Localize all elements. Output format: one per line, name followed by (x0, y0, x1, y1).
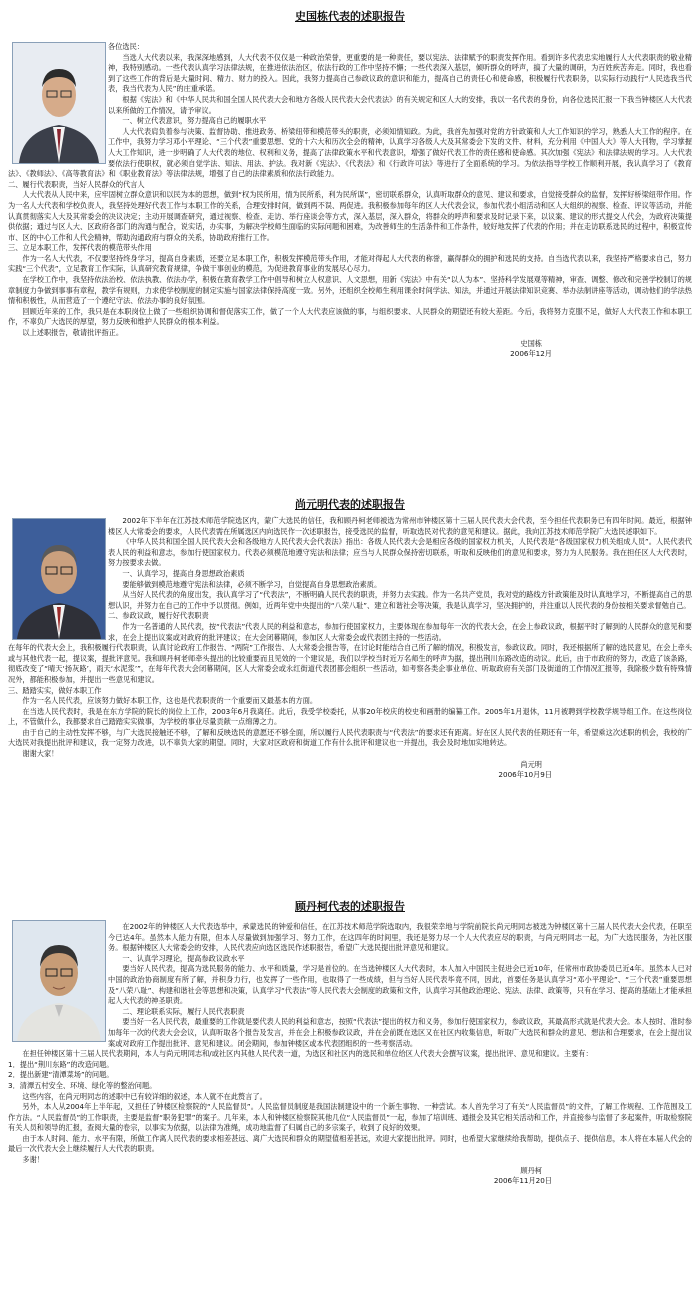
paragraph: 要当好人民代表，提高为选民服务的能力、水平和质量，学习是首位的。在当选钟楼区人大代表时，本人加入中国民主促进会已近10年，任常州市政协委员已近4年。虽然本人已对中国的政治协商制度有所了解，并积身力行，也发挥了一些作用，也取得了一些成绩，但与当好人民代表毕竟不同，因此，首要任务是认真学习“邓小平理论”、“三个代表”重要思想及“八荣八耻”、构建和谐社会等思想和决策，认真学习“代表法”等人民代表大会制度的政策和文件，认真学习其他政治理论、宪法、法律、政策等，只有在学习、提高的基础上才能承担起人大代表的神圣职责。 (108, 964, 692, 1006)
paragraph: 由于本人时间、能力、水平有限，所做工作离人民代表的要求相差甚远、离广大选民和群众的期望值相差甚远，欢迎大家提出批评。同时，也希望大家继续给我帮助，提供点子、提供信息，本人将在本届人代会的最后一次代表大会上继续履行人大代表的职责。 (8, 1133, 692, 1154)
paragraph: 作为一名人民代表，应该努力做好本职工作，这也是代表职责的一个重要而又最基本的方面。 (22, 696, 318, 706)
paragraph: 由于自己的主动性发挥不够，与广大选民接触还不够，了解和反映选民的意愿还不够全面，所以履行人民代表职责与“代表法”的要求还有距离。好在区人民代表的任期还有一年，希望乘这次述职的机会，我校的广大选民对我提出批评和建议，我一定努力改进，以不辜负大家的期望。同时，大家对区政府和街道工作有什么批评和建议也一并提出，我会及时地加实地转达。 (8, 727, 692, 748)
paragraph: 要当好一名人民代表，最重要的工作就是要代表人民的利益和意志，按照“代表法”提出的权力和义务，参加行使国家权力，参政议政，其最高形式就是代表大会。本人按时、准时参加每年一次的代表大会会议，认真听取各个报告及发言，并在会上积极参政议政，并在会前既在选区又在社区内收集信息，听取广大选民和群众的意见、想法和合理要求，在会上提出议案或对政府工作提出批评、意见和建议。闭会期间，参加钟楼区或本代表团组织的一些考察活动。 (108, 1017, 692, 1048)
photo-spacer (8, 516, 108, 634)
paragraph: 2002年下半年在江苏技术师范学院选区内，蒙广大选民的信任，我和顾丹柯老师被选为常州市钟楼区第十三届人民代表大会代表，至今担任代表职务已有四年时间。最近，根据钟楼区人大常委会的要求，人民代表需在所属选区内向选民作一次述职报告，接受选民的监督，听取选民对代表的意见和建议。据此，我向江苏技术师范学院广大选民述职如下。 (108, 516, 692, 536)
paragraph: 在学校工作中，我坚持依法治校、依法执教、依法办学，积极在教育教学工作中倡导和树立人权意识、人文思想，用新《宪法》中有关“以人为本”、坚持科学发展观等精神，审查、调整、修改和完善学校制订的规章制度力争做到事事有章程，教学有规则，力求使学校制度的制定实施与国家法律保持高度一致。另外，还组织全校师生利用课余时间学法、知法，并通过开展法律知识竞赛、举办法制讲座等活动，调动他们的学法热情和积极性，从而营造了一个遵纪守法、依法办事的良好氛围。 (8, 275, 692, 306)
date: 2006年10月9日 (498, 770, 552, 780)
paragraph: 人大代表肩负着参与决策、监督协助、推进政务、桥梁纽带和模范带头的职责，必须知情知政。为此，我首先加强对党的方针政策和人大工作知识的学习，熟悉人大工作的程序。在工作中，我努力学习邓小平理论、“三个代表”重要思想、党的十六大和历次全会的精神，认真学习各级人大及其常委会下发的文件、材料，充分利用《中国人大》等人大刊物，学习掌握人大工作知识，进一步明确了人大代表的地位、权利和义务，提高了法律政策水平和代表意识，增强了做好代表工作的责任感和使命感。其次加强《宪法》和法律法规的学习。人大代表要依法行使职权，就必须自觉学法、知法、用法、护法。我对新《宪法》、《代表法》和《行政许可法》等进行了全面系统的学习。为依法指导学校工作顺利开展，我认真学习了《教育法》、《教师法》、《高等教育法》和《职业教育法》等法律法规，增强了自己的法律素质和依法行政能力。 (8, 126, 692, 179)
section-heading: 二、履行代表职责，当好人民群众的代言人 (8, 179, 145, 189)
paragraph: 在当选人民代表时，我是在东方学院的院长的岗位上工作，2003年6月我离任。此后，我受学校委托，从事20年校庆的校史和画册的编纂工作。2005年1月退休，11月被聘到学校教学规导组工作。在这些岗位上，不管做什么，我都要求自己踏踏实实做事，为学校的事业尽量贡献一点绵薄之力。 (8, 706, 692, 727)
paragraph: 要能够做到模范地遵守宪法和法律，必须不断学习，自觉提高自身思想政治素质。 (122, 579, 382, 589)
section-heading: 三、踏踏实实，做好本职工作 (8, 685, 102, 695)
report-body-1 (8, 42, 692, 446)
section-heading: 一、树立代表意识，努力提高自己的履职水平 (122, 116, 267, 126)
date: 2006年12月 (510, 349, 552, 359)
signature: 尚元明 (520, 759, 542, 769)
paragraph: 谢谢大家！ (22, 749, 59, 759)
paragraph: 从当好人民代表的角度出发，我认真学习了“代表法”，不断明确人民代表的职责，并努力去实践。作为一名共产党员，我对党的路线方针政策能及时认真地学习，不断提高自己的思想认识，并努力在自己的工作中予以贯彻。例如，近两年党中央提出的“八荣八耻”、建立和谐社会等决策，我是认真学习，坚决拥护的，并注重以人民代表的身份按相关要求督勉自己。 (108, 590, 692, 610)
report-title-3: 顾丹柯代表的述职报告 (295, 900, 405, 913)
paragraph: 当选人大代表以来，我深深地感到，人大代表不仅仅是一种政治荣誉，更重要的是一种责任，要以宪法、法律赋予的职责发挥作用。看到许多代表忠实地履行人大代表职责的敬业精神，我特别感动。一些代表认真学习法律法规，在推进依法治区，依法行政的工作中坚持不懈；一些代表深入基层，倾听群众的呼声，搞了大量的调研，为百姓疾苦奔走。同时，我也看到了这些工作的背后是大量时间、精力、财力的投入。因此，我努力提高自己参政议政的意识和能力，提高自己的责任心和使命感，积极履行代表职务，以实际行动践行“人民选我当代表，我当代表为人民”的庄重承诺。 (108, 52, 692, 94)
section-heading: 一、认真学习理论，提高参政议政水平 (122, 953, 245, 963)
section-heading: 一、认真学习，提高自身思想政治素质 (122, 568, 245, 578)
photo-spacer (8, 922, 108, 1040)
paragraph: 这些内容，在尚元明同志的述职中已有较详细的叙述，本人就不在此赘言了。 (22, 1091, 267, 1101)
date: 2006年11月20日 (493, 1176, 552, 1186)
paragraph: 人大代表从人民中来，应牢固树立群众意识和以民为本的思想，做到“权为民所用，情为民所系，利为民所谋”，密切联系群众，认真听取群众的意见、建议和要求，自觉接受群众的监督，发挥好桥梁纽带作用。作为一名人大代表和学校负责人，我坚持处理好代表工作与本职工作的关系，合理安排时间，做到两不误、两促进。我积极参加每年的区人大代表会议，参加代表小组活动和区人大组织的视察、检查、评议等活动，并能认真贯彻落实人大及其常委会的决议决定；主动开展调查研究，通过视察、检查、走访、举行座谈会等方式，深入基层，深入群众，将群众的呼声和要求及时记录下来，以议案、建议的形式提交人代会，为政府决策提供依据；通过与区人大、区政府各部门的沟通与配合，说实话，办实事，为解决学校师生面临的实际问题和困难，为改善师生的生活条件和工作条件，较好地发挥了代表的作用；并在走访联系选民的过程中，积极宣传市、区的中心工作和人代会精神，帮助沟通政府与群众的关系，协助政府推行工作。 (8, 190, 692, 242)
paragraph: 多谢！ (22, 1155, 44, 1165)
list-item: 1．提出“荆川东路”的改造问题。 (8, 1059, 114, 1069)
signature: 顾丹柯 (520, 1165, 542, 1175)
paragraph: 另外，本人从2004年上半年起，又担任了钟楼区检察院的“人民监督员”。人民监督员制度是我国法制建设中的一个新生事物、一种尝试。本人首先学习了有关“人民监督员”的文件，了解工作规程、工作范围及工作方法。“人民监督员”的工作职责，主要是监督“职务犯罪”的案子。几年来，本人和钟楼区检察院其他几位“人民监督员”一起，参加了培训班、通报会及其它相关活动和工作，并直接参与监督了多起案件，听取检察院有关人员和领导的汇报，查阅大量的卷宗，以事实为依据，以法律为准绳，成功地监督了归属自己的多宗案子，收到了良好的效果。 (8, 1102, 692, 1133)
paragraph: 在担任钟楼区第十三届人民代表期间，本人与尚元明同志和/或社区内其他人民代表一道，为选区和社区内的选民和单位给区人代表大会撰写议案，提出批评、意见和建议。主要有： (22, 1049, 593, 1059)
paragraph: 作为一名普通的人民代表，按“代表法”代表人民的利益和意志，参加行使国家权力，主要体现在参加每年一次的代表大会，在会上参政议政，根据平时了解到的人民群众的意见和要求，在会上提出议案或对政府的批评建议；在大会闭幕期间，参加区人大常委会或代表团主持的一些活动。 (108, 621, 692, 642)
report-body-3 (8, 922, 692, 1307)
paragraph: 回顾近年来的工作，我只是在本职岗位上做了一些组织协调和督促落实工作，做了一个人大代表应该做的事，与组织要求、人民群众的期望还有较大差距。今后，我将努力克服不足，做好人大代表工作和本职工作，不辜负广大选民的厚望，努力反映和维护人民群众的根本利益。 (8, 306, 692, 327)
paragraph: 以上述职报告，敬请批评指正。 (22, 328, 124, 338)
section-heading: 三、立足本职工作，发挥代表的模范带头作用 (8, 243, 152, 253)
list-item: 3．清潭五村安全、环境、绿化等的整治问题。 (8, 1080, 157, 1090)
paragraph: 在每年的代表大会上，我积极履行代表职责，认真讨论政府工作报告、“两院”工作报告、人大常委会报告等，在讨论时能结合自己所了解的情况，积极发言，参政议政。同时，我还根据所了解的选民意见，在会上牵头或与其他代表一起，提议案，提批评意见。我和顾丹柯老师牵头提出的比较重要而且见效的一个建议是，我们以学校当时近万名师生的呼声为据，提出荆川东路改造的动议。此后，由于市政府的努力，改造了该条路，彻底改变了“晴天‘扬灰路’，雨天‘水泥浆’”，在每年代表大会闭幕期间，区人大常委会或永红街道代表团都会组织一些活动，如考察各类企事业单位、听取政府有关部门及街道的工作情况汇报等，我除极少数有特殊情况外，都能积极参加，并提出一些意见和建议。 (8, 643, 692, 684)
paragraph: 根据《宪法》和《中华人民共和国全国人民代表大会和地方各级人民代表大会代表法》的有关规定和区人大的安排，我以一名代表的身份，向各位选民汇报一下我当钟楼区人大代表以来所做的工作情况，请予审议。 (108, 94, 692, 115)
photo-spacer (8, 42, 108, 160)
report-title-2: 尚元明代表的述职报告 (295, 498, 405, 511)
paragraph: 在2002年的钟楼区人大代表选举中，承蒙选民的钟爱和信任，在江苏技术师范学院选取内，我很荣幸地与学院前院长尚元明同志被选为钟楼区第十三届人民代表大会代表，任职至今已达4年。虽然本人能力有限，但本人尽量做到加强学习、努力工作，在这四年的时间里，我还是努力尽一个人大代表应尽的职责，与尚元明同志一起，为广大选民服务，为社区服务。根据钟楼区人大常委会的安排，人民代表应向选区选民作述职报告，希望广大选民提出批评意见和建议。 (108, 922, 692, 953)
section-heading: 二、参政议政，履行好代表职责 (108, 611, 209, 621)
paragraph: 作为一名人大代表，不仅要坚持终身学习，提高自身素质，还要立足本职工作，积极发挥模范带头作用，才能对得起人大代表的称誉，赢得群众的拥护和选民的支持。自当选代表以来，我坚持严格要求自己，努力实践“三个代表”，立足教育工作实际，认真研究教育规律，争做干事创业的模范，为促进教育事业的发展尽心尽力。 (8, 253, 692, 274)
report-title-1: 史国栋代表的述职报告 (295, 10, 405, 23)
signature: 史国栋 (520, 338, 542, 348)
report-body-2 (8, 516, 692, 892)
section-heading: 二、理论联系实际，履行人民代表职责 (122, 1006, 245, 1016)
salutation: 各位选民： (108, 42, 144, 51)
paragraph: 《中华人民共和国全国人民代表大会和各级地方人民代表大会代表法》指出：各级人民代表大会是相应各级的国家权力机关，人民代表是“各级国家权力机关组成人员”。人民代表代表人民的利益和意志，参加行使国家权力。代表必须模范地遵守宪法和法律；应当与人民群众保持密切联系，听取和反映他们的意见和要求，努力为人民服务。我在担任区人大代表时，努力按要求去做。 (108, 537, 692, 568)
list-item: 2．提出新建“清潭菜场”的问题。 (8, 1070, 114, 1080)
